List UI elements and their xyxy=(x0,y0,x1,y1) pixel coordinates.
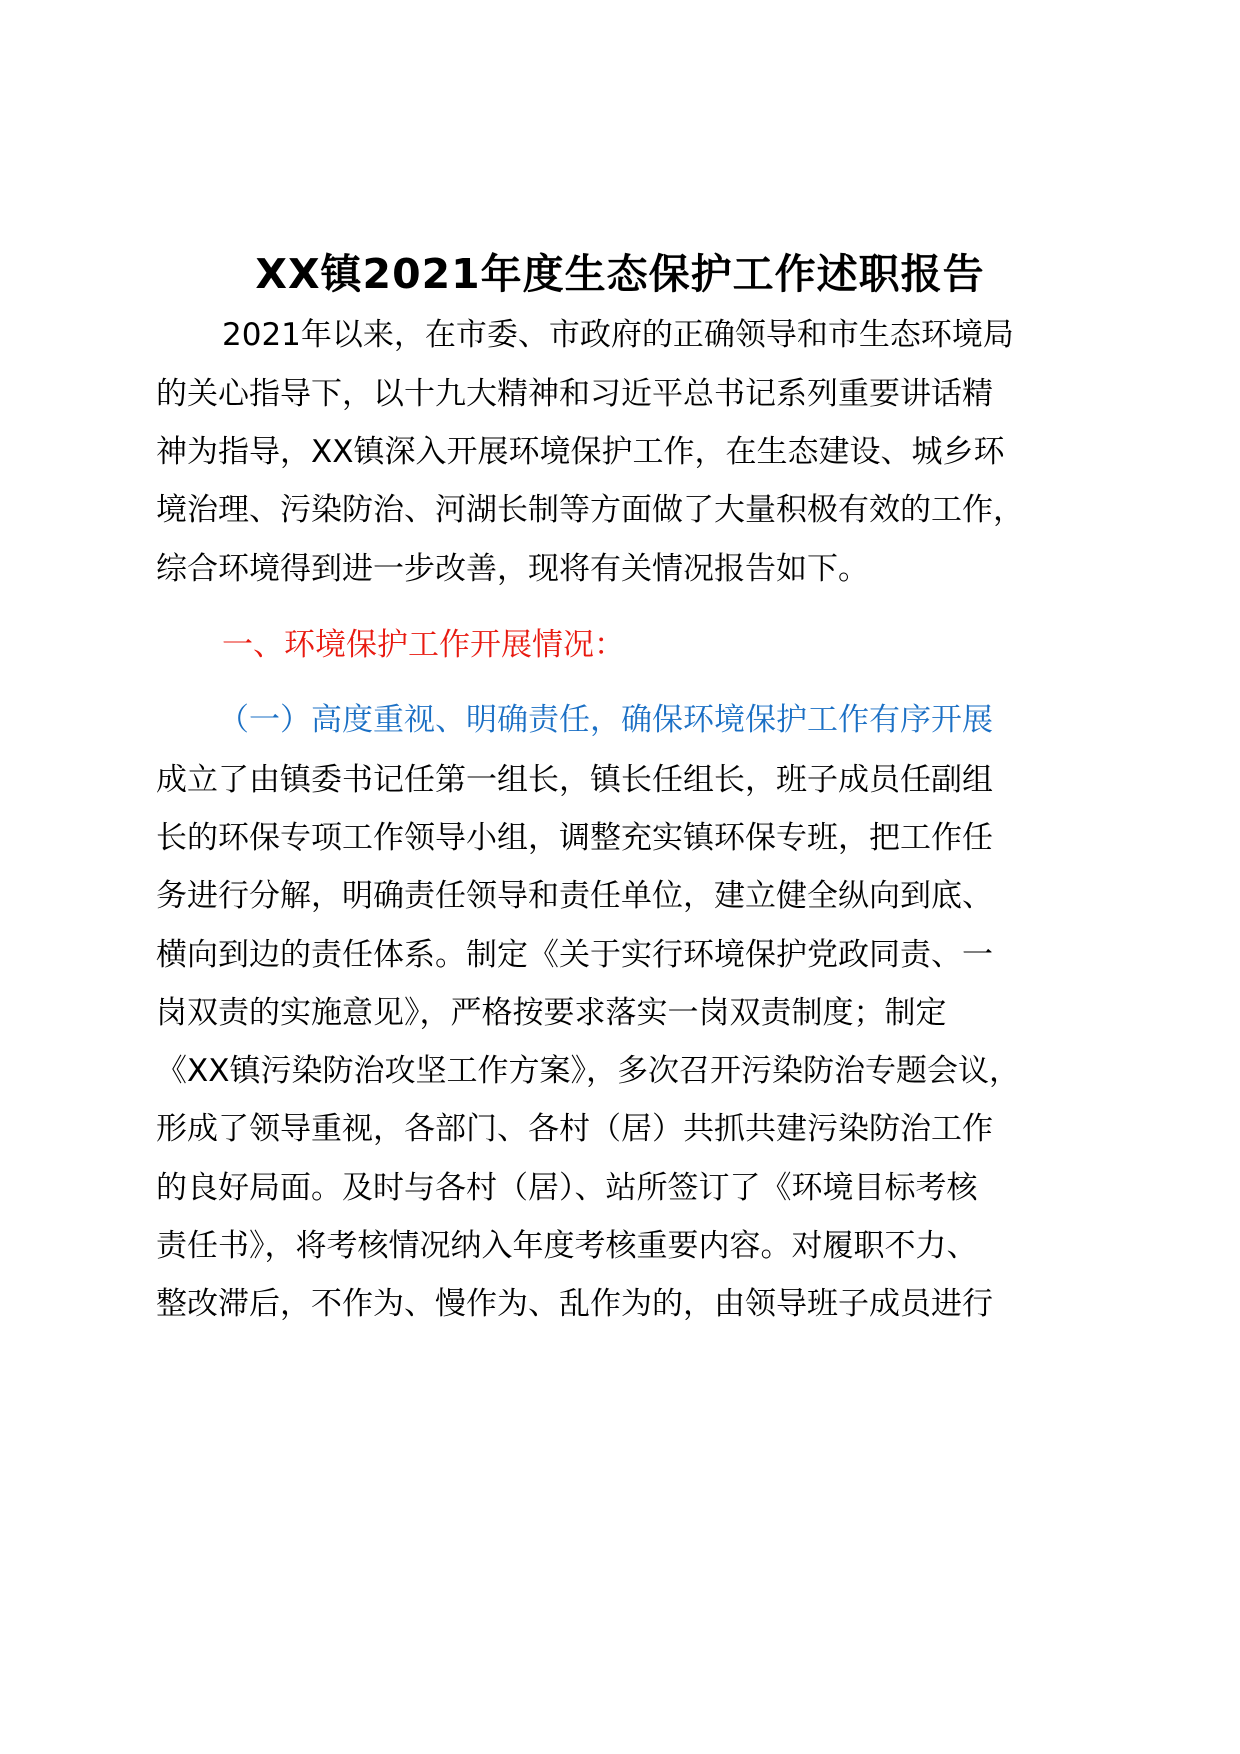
body-line: 《XX镇污染防治攻坚工作方案》，多次召开污染防治专题会议， xyxy=(156,1053,1020,1089)
intro-line: 境治理、污染防治、河湖长制等方面做了大量积极有效的工作， xyxy=(156,492,1024,528)
body-line: 成立了由镇委书记任第一组长，镇长任组长，班子成员任副组 xyxy=(156,762,993,798)
section-heading: 一、环境保护工作开展情况： xyxy=(222,627,625,663)
body-line: 横向到边的责任体系。制定《关于实行环境保护党政同责、一 xyxy=(156,937,993,973)
intro-line: 神为指导，XX镇深入开展环境保护工作，在生态建设、城乡环 xyxy=(156,434,1005,470)
body-line: 务进行分解，明确责任领导和责任单位，建立健全纵向到底、 xyxy=(156,878,993,914)
body-line: 岗双责的实施意见》，严格按要求落实一岗双责制度；制定 xyxy=(156,995,947,1031)
body-line: 的良好局面。及时与各村（居）、站所签订了《环境目标考核 xyxy=(156,1170,978,1206)
body-line: 形成了领导重视，各部门、各村（居）共抓共建污染防治工作 xyxy=(156,1111,993,1147)
intro-line: 综合环境得到进一步改善，现将有关情况报告如下。 xyxy=(156,551,869,587)
intro-line: 的关心指导下，以十九大精神和习近平总书记系列重要讲话精 xyxy=(156,376,993,412)
body-line: 责任书》，将考核情况纳入年度考核重要内容。对履职不力、 xyxy=(156,1228,978,1264)
subsection-heading: （一）高度重视、明确责任，确保环境保护工作有序开展 xyxy=(218,702,993,738)
body-line: 长的环保专项工作领导小组，调整充实镇环保专班，把工作任 xyxy=(156,820,993,856)
intro-line: 2021年以来，在市委、市政府的正确领导和市生态环境局 xyxy=(222,317,1014,353)
document-title: XX镇2021年度生态保护工作述职报告 xyxy=(255,250,985,298)
body-line: 整改滞后，不作为、慢作为、乱作为的，由领导班子成员进行 xyxy=(156,1286,993,1322)
